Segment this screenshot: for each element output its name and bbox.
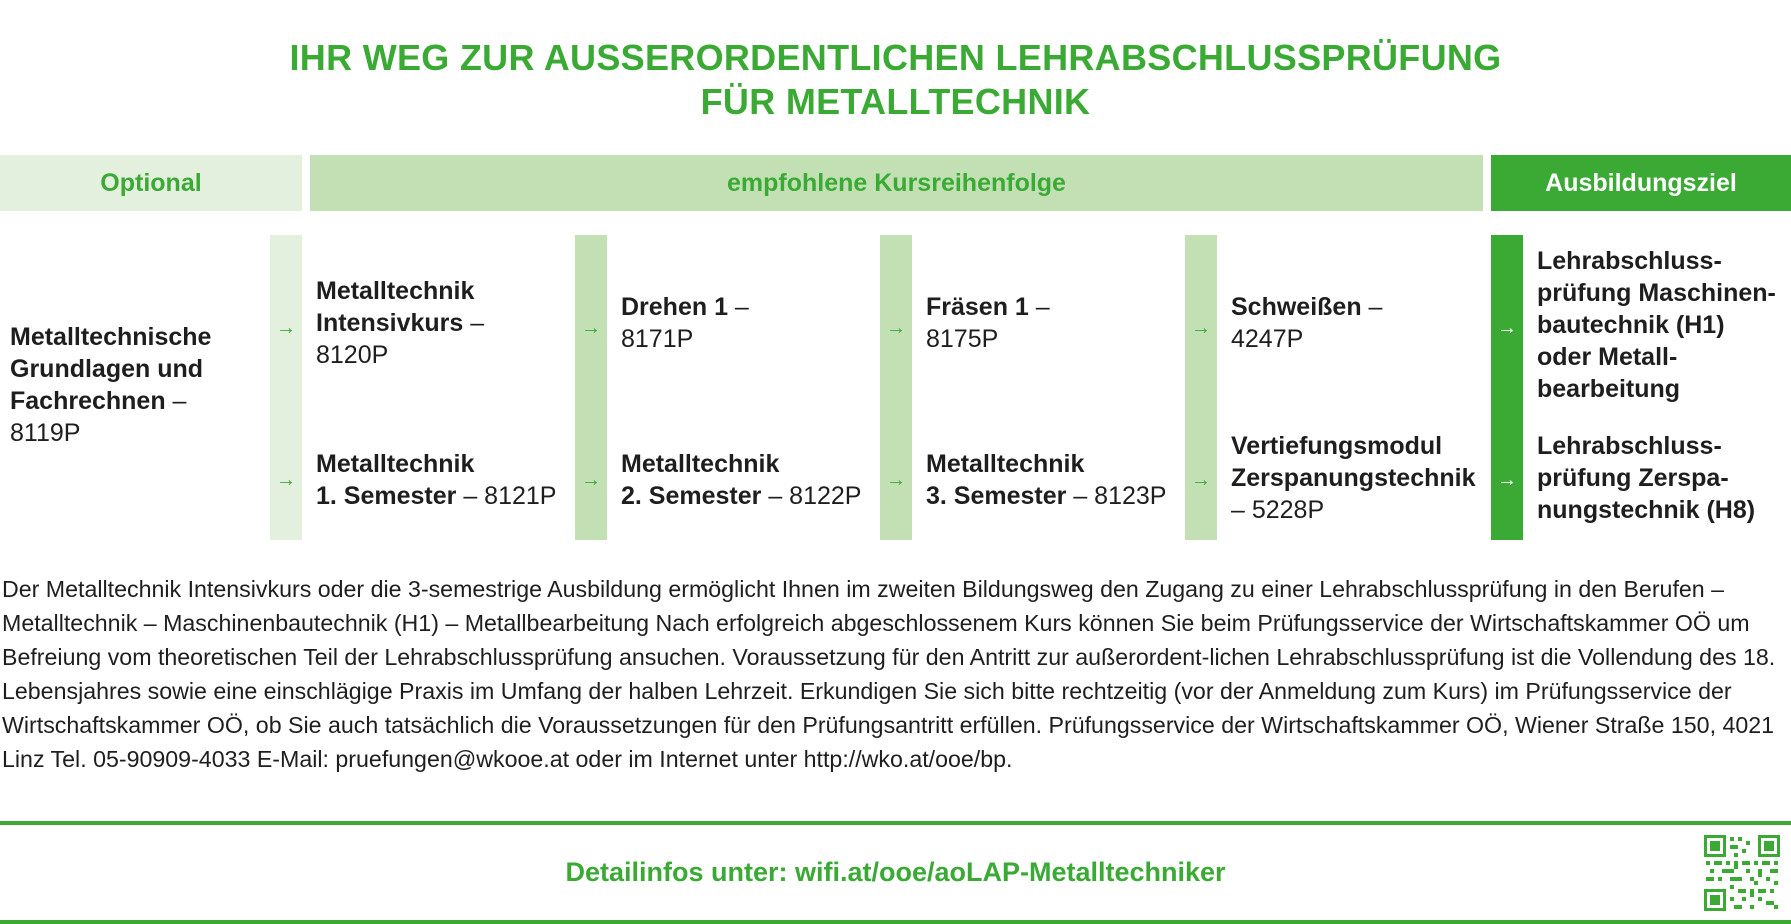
course-row1-3 [926,268,1181,378]
course-name-a: Vertiefungsmodul [1231,432,1443,460]
optional-course-name: Metalltechnische Grundlagen und Fachrechnen [10,323,212,415]
course-name: Fräsen 1 [926,293,1029,321]
header-kursreihenfolge: empfohlene Kursreihenfolge [310,155,1483,211]
arrow-right-icon: → [581,469,601,491]
title-line-1: IHR WEG ZUR AUSSERORDENTLICHEN LEHRABSCHLUSSPRÜFUNG [289,37,1502,78]
arrow-right-icon: → [1497,469,1517,491]
course-suffix: – 8123P [1066,482,1167,510]
optional-course-code: 8119P [10,419,81,447]
arrow-right-icon: → [1497,317,1517,339]
arrow-right-icon: → [1191,317,1211,339]
arrow-right-icon: → [581,317,601,339]
ziel-line: bautechnik (H1) [1537,311,1725,339]
course-name-b: 1. Semester [316,482,457,510]
course-row2-1 [316,430,571,530]
course-row2-2 [621,430,876,530]
course-suffix: – 8122P [761,482,862,510]
course-code: 8175P [926,325,999,353]
ziel-line: prüfung Maschinen- [1537,279,1776,307]
ziel-2 [1537,428,1791,528]
arrow-right-icon: → [886,317,906,339]
ziel-line: Lehrabschluss- [1537,247,1722,275]
connector-bar-5 [1491,235,1523,540]
divider-bottom [0,920,1791,924]
optional-course-sep: – [165,387,187,415]
ziel-line: bearbeitung [1537,375,1681,403]
arrow-right-icon: → [276,317,296,339]
course-name: Drehen 1 [621,293,728,321]
course-suffix: – 5228P [1231,496,1325,524]
course-name-a: Metalltechnik [926,450,1085,478]
page-title [0,36,1791,124]
ziel-line: prüfung Zerspa- [1537,464,1729,492]
ziel-line: nungstechnik (H8) [1537,496,1756,524]
course-code: 8120P [316,341,389,369]
course-name-a: Metalltechnik [621,450,780,478]
title-line-2: FÜR METALLTECHNIK [700,81,1091,122]
course-sep: – [1361,293,1383,321]
course-code: 8171P [621,325,694,353]
arrow-right-icon: → [886,469,906,491]
arrow-right-icon: → [276,469,296,491]
ziel-line: oder Metall- [1537,343,1678,371]
ziel-line: Lehrabschluss- [1537,432,1722,460]
info-paragraph: Der Metalltechnik Intensivkurs oder die 3-semestrige Ausbildung ermöglicht Ihnen im zweiten Bildungsweg den Zugang zu einer Lehrabschlussprüfung in den Berufen – Metalltechnik – Maschinenbautechnik (H1) – Metallbearbeitung Nach erfolgreich abgeschlossenem Kurs können Sie beim Prüfungsservice der Wirtschaftskammer OÖ um Befreiung vom theoretischen Teil der Lehrabschlussprüfung ansuchen. Voraussetzung für den Antritt zur außerordent-lichen Lehrabschlussprüfung ist die Vollendung des 18. Lebensjahres sowie eine einschlägige Praxis im Umfang der halben Lehrzeit. Erkundigen Sie sich bitte rechtzeitig (vor der Anmeldung zum Kurs) im Prüfungsservice der Wirtschaftskammer OÖ, ob Sie auch tatsächlich die Voraussetzungen für den Prüfungsantritt erfüllen. Prüfungsservice der Wirtschaftskammer OÖ, Wiener Straße 150, 4021 Linz Tel. 05-90909-4033 E-Mail: pruefungen@wkooe.at oder im Internet unter http://wko.at/ooe/bp. [2,576,1776,772]
header-optional: Optional [0,155,302,211]
course-row2-4 [1231,428,1489,528]
header-ausbildungsziel: Ausbildungsziel [1491,155,1791,211]
course-name: Metalltechnik Intensivkurs [316,277,475,337]
course-suffix: – 8121P [456,482,557,510]
connector-bar-3 [880,235,912,540]
optional-course [10,320,260,450]
course-row1-1 [316,268,571,378]
course-name-b: 2. Semester [621,482,762,510]
course-sep: – [1028,293,1050,321]
course-code: 4247P [1231,325,1304,353]
course-row1-4 [1231,268,1486,378]
divider-top [0,821,1791,825]
course-name-b: Zerspanungstechnik [1231,464,1476,492]
arrow-right-icon: → [1191,469,1211,491]
connector-bar-4 [1185,235,1217,540]
ziel-1 [1537,240,1791,410]
course-sep: – [463,309,485,337]
course-name: Schweißen [1231,293,1362,321]
course-row2-3 [926,430,1181,530]
connector-bar-1 [270,235,302,540]
course-name-a: Metalltechnik [316,450,475,478]
course-row1-2 [621,268,876,378]
qr-code-icon [1702,833,1782,913]
detail-info-link[interactable]: Detailinfos unter: wifi.at/ooe/aoLAP-Metalltechniker [565,857,1226,887]
connector-bar-2 [575,235,607,540]
course-name-b: 3. Semester [926,482,1067,510]
course-sep: – [727,293,749,321]
